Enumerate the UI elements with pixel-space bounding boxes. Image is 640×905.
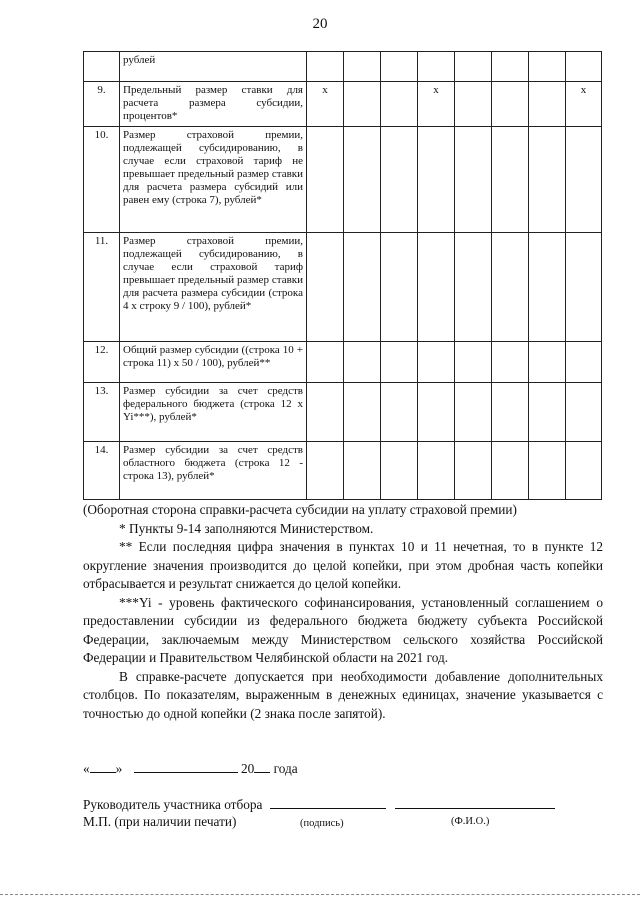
value-cell[interactable]: x bbox=[418, 82, 455, 127]
value-cell[interactable] bbox=[492, 127, 529, 233]
year-blank[interactable] bbox=[254, 760, 270, 773]
value-cell[interactable] bbox=[307, 127, 344, 233]
value-cell[interactable] bbox=[455, 52, 492, 82]
value-cell[interactable] bbox=[381, 52, 418, 82]
value-cell[interactable] bbox=[529, 82, 566, 127]
date-open-quote: « bbox=[83, 761, 90, 776]
table-row bbox=[84, 52, 602, 82]
value-cell[interactable] bbox=[344, 52, 381, 82]
value-cell[interactable] bbox=[529, 383, 566, 442]
table-row bbox=[84, 383, 602, 442]
value-cell[interactable] bbox=[307, 442, 344, 500]
year-prefix: 20 bbox=[240, 761, 255, 776]
reverse-side-caption: (Оборотная сторона справки-расчета субсидии на уплату страховой премии) bbox=[83, 502, 517, 517]
value-cell[interactable] bbox=[566, 233, 602, 342]
head-label: Руководитель участника отбора bbox=[83, 797, 263, 812]
row-number: 13. bbox=[84, 383, 120, 442]
value-cell[interactable] bbox=[492, 233, 529, 342]
value-cell[interactable] bbox=[492, 342, 529, 383]
value-cell[interactable] bbox=[344, 342, 381, 383]
value-cell[interactable] bbox=[307, 52, 344, 82]
value-cell[interactable] bbox=[418, 233, 455, 342]
row-number bbox=[84, 52, 120, 82]
footnote-2: ** Если последняя цифра значения в пунктах 10 и 11 нечетная, то в пункте 12 округление значения производится до целой копейки, при этом дробная часть копейки отбрасывается и результат снижается до целой копейки. bbox=[83, 539, 603, 591]
table-row bbox=[84, 442, 602, 500]
value-cell[interactable] bbox=[566, 127, 602, 233]
day-blank[interactable] bbox=[90, 760, 116, 773]
row-description: Размер субсидии за счет средств областного бюджета (строка 12 - строка 13), рублей* bbox=[120, 442, 307, 500]
value-cell[interactable] bbox=[381, 233, 418, 342]
value-cell[interactable] bbox=[344, 82, 381, 127]
row-number: 9. bbox=[84, 82, 120, 127]
value-cell[interactable] bbox=[418, 342, 455, 383]
value-cell[interactable] bbox=[492, 52, 529, 82]
subsidy-calculation-table bbox=[83, 51, 602, 500]
row-number: 10. bbox=[84, 127, 120, 233]
value-cell[interactable] bbox=[492, 82, 529, 127]
value-cell[interactable] bbox=[307, 383, 344, 442]
footnote-1: * Пункты 9-14 заполняются Министерством. bbox=[119, 520, 374, 536]
value-cell[interactable]: x bbox=[307, 82, 344, 127]
value-cell[interactable] bbox=[307, 342, 344, 383]
value-cell[interactable] bbox=[455, 233, 492, 342]
page-bottom-edge bbox=[0, 894, 640, 895]
notes-block bbox=[83, 501, 603, 723]
value-cell[interactable] bbox=[455, 442, 492, 500]
value-cell[interactable] bbox=[381, 342, 418, 383]
row-description: Размер страховой премии, подлежащей субсидированию, в случае если страховой тариф превышает предельный размер ставки для расчета размера субсидии (строка 4 x строку 9 / 100), рублей* bbox=[120, 233, 307, 342]
value-cell[interactable] bbox=[418, 127, 455, 233]
row-description: Размер субсидии за счет средств федерального бюджета (строка 12 x Yi***), рублей* bbox=[120, 383, 307, 442]
signature-caption: (подпись) bbox=[300, 818, 344, 829]
table-row bbox=[84, 82, 602, 127]
date-line bbox=[83, 760, 298, 777]
table-row bbox=[84, 342, 602, 383]
row-description: Размер страховой премии, подлежащей субсидированию, в случае если страховой тариф не превышает предельный размер ставки для расчета размера субсидий или равен ему (строка 7), рублей* bbox=[120, 127, 307, 233]
value-cell[interactable] bbox=[455, 383, 492, 442]
value-cell[interactable] bbox=[418, 52, 455, 82]
value-cell[interactable] bbox=[418, 442, 455, 500]
value-cell[interactable] bbox=[566, 442, 602, 500]
value-cell[interactable] bbox=[381, 442, 418, 500]
value-cell[interactable] bbox=[307, 233, 344, 342]
value-cell[interactable] bbox=[566, 383, 602, 442]
name-blank[interactable] bbox=[395, 796, 555, 809]
value-cell[interactable] bbox=[418, 383, 455, 442]
value-cell[interactable] bbox=[381, 82, 418, 127]
row-number: 12. bbox=[84, 342, 120, 383]
value-cell[interactable] bbox=[455, 127, 492, 233]
value-cell[interactable] bbox=[381, 127, 418, 233]
page-number: 20 bbox=[312, 16, 328, 32]
value-cell[interactable] bbox=[529, 442, 566, 500]
footnote-3: ***Yi - уровень фактического софинансирования, установленный соглашением о предоставлении субсидии из федерального бюджета бюджету субъекта Российской Федерации, заключаемым между Министерством сельского хозяйства Российской Федерации и Правительством Челябинской области на 2021 год. bbox=[83, 594, 603, 665]
row-description: Предельный размер ставки для расчета размера субсидии, процентов* bbox=[120, 82, 307, 127]
month-blank[interactable] bbox=[134, 760, 238, 773]
value-cell[interactable] bbox=[566, 342, 602, 383]
table-row bbox=[84, 233, 602, 342]
value-cell[interactable] bbox=[455, 82, 492, 127]
value-cell[interactable] bbox=[381, 383, 418, 442]
value-cell[interactable] bbox=[529, 233, 566, 342]
row-number: 14. bbox=[84, 442, 120, 500]
value-cell[interactable] bbox=[344, 442, 381, 500]
value-cell[interactable] bbox=[492, 442, 529, 500]
value-cell[interactable] bbox=[529, 127, 566, 233]
additional-columns-note: В справке-расчете допускается при необходимости добавление дополнительных столбцов. По показателям, выраженным в денежных единицах, значение указывается с точностью до одной копейки (2 знака после запятой). bbox=[83, 668, 603, 721]
value-cell[interactable] bbox=[344, 127, 381, 233]
signature-blank[interactable] bbox=[270, 796, 386, 809]
value-cell[interactable] bbox=[344, 383, 381, 442]
row-description: Общий размер субсидии ((строка 10 + строка 11) x 50 / 100), рублей** bbox=[120, 342, 307, 383]
value-cell[interactable]: x bbox=[566, 82, 602, 127]
row-description: рублей bbox=[120, 52, 307, 82]
head-signature-line bbox=[83, 796, 555, 813]
row-number: 11. bbox=[84, 233, 120, 342]
date-close-quote: » bbox=[115, 761, 123, 776]
value-cell[interactable] bbox=[566, 52, 602, 82]
value-cell[interactable] bbox=[529, 342, 566, 383]
name-caption: (Ф.И.О.) bbox=[451, 816, 490, 827]
value-cell[interactable] bbox=[344, 233, 381, 342]
year-suffix: года bbox=[273, 761, 298, 776]
table-row bbox=[84, 127, 602, 233]
value-cell[interactable] bbox=[455, 342, 492, 383]
value-cell[interactable] bbox=[529, 52, 566, 82]
value-cell[interactable] bbox=[492, 383, 529, 442]
stamp-line: М.П. (при наличии печати) bbox=[83, 814, 237, 829]
